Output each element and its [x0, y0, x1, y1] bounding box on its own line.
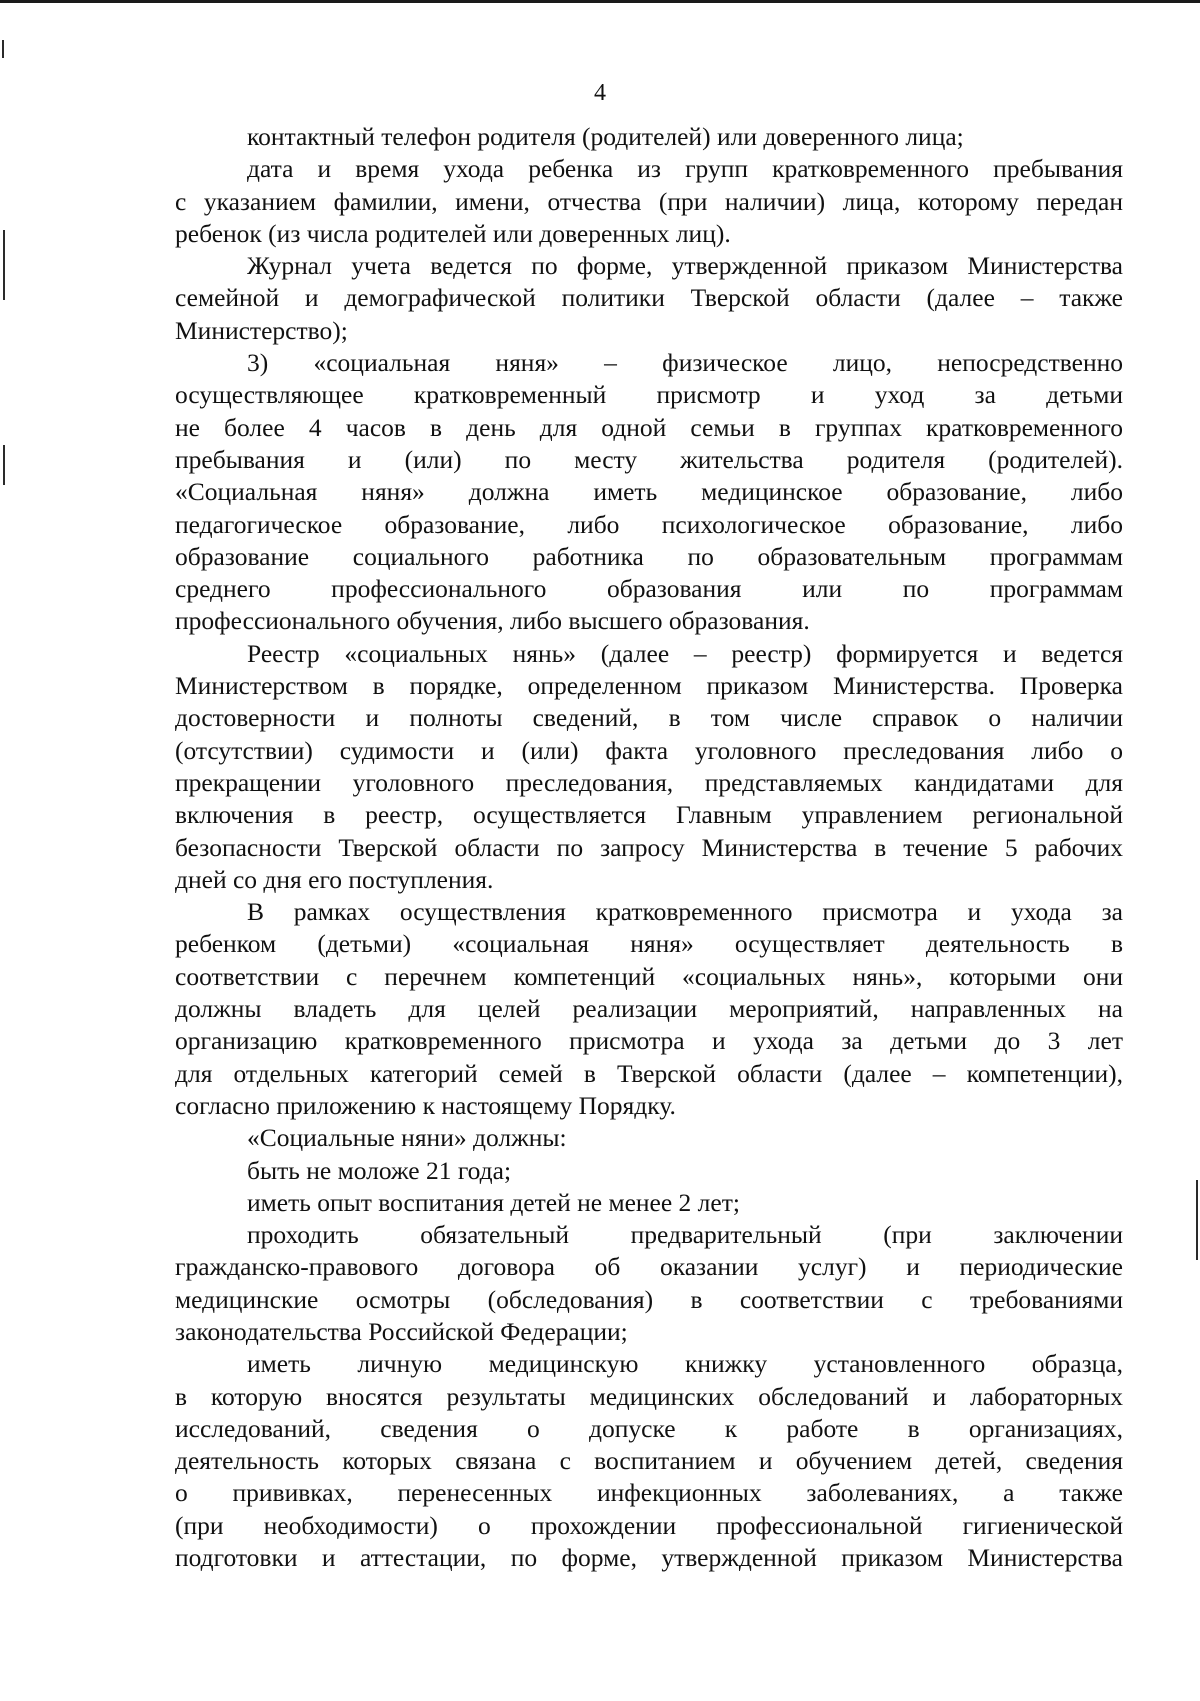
scan-margin-mark — [2, 40, 4, 58]
text-line: должны владеть для целей реализации мероприятий, направленных на — [175, 994, 1123, 1024]
text-line: (отсутствии) судимости и (или) факта уголовного преследования либо о — [175, 735, 1123, 765]
text-line: иметь личную медицинскую книжку установленного образца, — [247, 1349, 1123, 1379]
text-line: «Социальная няня» должна иметь медицинское образование, либо — [175, 477, 1123, 507]
text-line: организацию кратковременного присмотра и ухода за детьми до 3 лет — [175, 1026, 1123, 1056]
text-line: согласно приложению к настоящему Порядку. — [175, 1090, 676, 1120]
document-body — [175, 121, 1123, 1574]
text-line: иметь опыт воспитания детей не менее 2 лет; — [247, 1187, 740, 1217]
text-line: педагогическое образование, либо психологическое образование, либо — [175, 509, 1123, 539]
text-line: подготовки и аттестации, по форме, утвержденной приказом Министерства — [175, 1543, 1123, 1573]
text-line: с указанием фамилии, имени, отчества (при наличии) лица, которому передан — [175, 186, 1123, 216]
text-line: (при необходимости) о прохождении профессиональной гигиенической — [175, 1510, 1123, 1540]
scan-top-edge — [0, 0, 1200, 3]
text-line: достоверности и полноты сведений, в том числе справок о наличии — [175, 703, 1123, 733]
text-line: ребенок (из числа родителей или доверенных лиц). — [175, 218, 731, 248]
text-line: Министерством в порядке, определенном приказом Министерства. Проверка — [175, 671, 1123, 701]
text-line: дней со дня его поступления. — [175, 864, 494, 894]
text-line: быть не моложе 21 года; — [247, 1155, 512, 1185]
text-line: осуществляющее кратковременный присмотр и уход за детьми — [175, 380, 1123, 410]
text-line: деятельность которых связана с воспитанием и обучением детей, сведения — [175, 1446, 1123, 1476]
text-line: включения в реестр, осуществляется Главным управлением региональной — [175, 800, 1123, 830]
text-line: не более 4 часов в день для одной семьи в группах кратковременного — [175, 412, 1123, 442]
text-line: гражданско-правового договора об оказании услуг) и периодические — [175, 1252, 1123, 1282]
text-line: ребенком (детьми) «социальная няня» осуществляет деятельность в — [175, 929, 1123, 959]
text-line: образование социального работника по образовательным программам — [175, 541, 1123, 571]
scan-margin-mark — [3, 445, 5, 485]
text-line: Журнал учета ведется по форме, утвержденной приказом Министерства — [247, 251, 1123, 281]
text-line: «Социальные няни» должны: — [247, 1123, 567, 1153]
text-line: исследований, сведения о допуске к работе в организациях, — [175, 1413, 1123, 1443]
text-line: о прививках, перенесенных инфекционных заболеваниях, а также — [175, 1478, 1123, 1508]
text-line: проходить обязательный предварительный (при заключении — [247, 1220, 1123, 1250]
text-line: В рамках осуществления кратковременного присмотра и ухода за — [247, 897, 1123, 927]
scan-margin-mark — [1196, 1180, 1198, 1260]
text-line: законодательства Российской Федерации; — [175, 1316, 628, 1346]
text-line: безопасности Тверской области по запросу Министерства в течение 5 рабочих — [175, 832, 1123, 862]
text-line: Реестр «социальных нянь» (далее – реестр) формируется и ведется — [247, 638, 1123, 668]
text-line: соответствии с перечнем компетенций «социальных нянь», которыми они — [175, 961, 1123, 991]
scan-margin-mark — [3, 230, 5, 300]
text-line: прекращении уголовного преследования, представляемых кандидатами для — [175, 767, 1123, 797]
text-line: профессионального обучения, либо высшего образования. — [175, 606, 810, 636]
text-line: в которую вносятся результаты медицинских обследований и лабораторных — [175, 1381, 1123, 1411]
text-line: контактный телефон родителя (родителей) или доверенного лица; — [247, 122, 964, 151]
text-line: среднего профессионального образования или по программам — [175, 574, 1123, 604]
text-line: дата и время ухода ребенка из групп кратковременного пребывания — [247, 154, 1123, 184]
text-line: медицинские осмотры (обследования) в соответствии с требованиями — [175, 1284, 1123, 1314]
text-line: пребывания и (или) по месту жительства родителя (родителей). — [175, 444, 1123, 474]
text-line: Министерство); — [175, 315, 348, 345]
text-line: семейной и демографической политики Тверской области (далее – также — [175, 283, 1123, 313]
text-line: для отдельных категорий семей в Тверской области (далее – компетенции), — [175, 1058, 1123, 1088]
page-number: 4 — [594, 80, 606, 106]
text-line: 3) «социальная няня» – физическое лицо, непосредственно — [247, 348, 1123, 378]
